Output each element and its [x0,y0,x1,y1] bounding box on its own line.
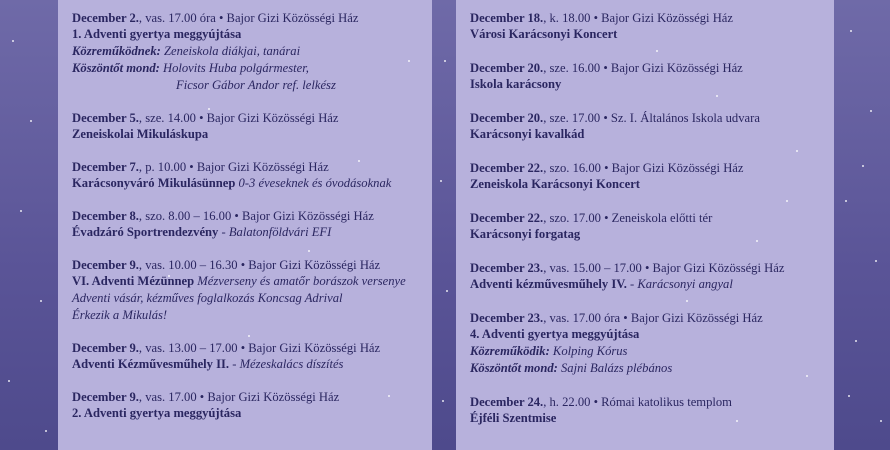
event-date: December 9. [72,258,139,272]
event-title: Éjféli Szentmise [470,411,557,425]
event-date: December 18. [470,11,544,25]
event-date: December 7. [72,160,139,174]
event-item [470,110,820,143]
event-title: 4. Adventi gyertya meggyújtása [470,327,640,341]
event-time-venue: , sze. 16.00 • Bajor Gizi Közösségi Ház [543,61,743,75]
event-item [470,394,820,427]
event-subtitle: - Mézeskalács díszítés [229,357,344,371]
event-date: December 20. [470,111,544,125]
event-title: Karácsonyi kavalkád [470,127,585,141]
role-value: Holovits Huba polgármester, [159,61,309,75]
event-time-venue: , sze. 14.00 • Bajor Gizi Közösségi Ház [138,111,339,125]
event-date: December 2. [72,11,139,25]
event-item [470,160,820,193]
event-item [470,10,820,43]
event-time-venue: , vas. 10.00 – 16.30 • Bajor Gizi Közösségi Ház [138,258,381,272]
event-time-venue: , vas. 15.00 – 17.00 • Bajor Gizi Közösségi Ház [543,261,785,275]
event-item [470,260,820,293]
event-item [72,110,418,143]
event-title: Városi Karácsonyi Koncert [470,27,618,41]
event-time-venue: , vas. 17.00 • Bajor Gizi Közösségi Ház [138,390,340,404]
event-note: Érkezik a Mikulás! [72,308,168,322]
event-time-venue: , h. 22.00 • Római katolikus templom [543,395,732,409]
event-time-venue: , vas. 13.00 – 17.00 • Bajor Gizi Közösségi Ház [138,341,381,355]
event-subtitle: Mézverseny és amatőr borászok versenye [194,274,406,288]
event-item [72,159,418,192]
role-label: Közreműködnek: [72,44,161,58]
event-item [72,389,418,422]
event-date: December 22. [470,161,544,175]
event-title: 1. Adventi gyertya meggyújtása [72,27,242,41]
event-title: Adventi kézművesműhely IV. [470,277,627,291]
event-time-venue: , szo. 8.00 – 16.00 • Bajor Gizi Közösségi Ház [138,209,374,223]
role-value: Zeneiskola diákjai, tanárai [160,44,301,58]
event-time-venue: , vas. 17.00 óra • Bajor Gizi Közösségi Ház [138,11,359,25]
event-date: December 8. [72,209,139,223]
event-date: December 23. [470,261,544,275]
event-item [470,310,820,377]
event-item [72,208,418,241]
event-title: Adventi Kézművesműhely II. [72,357,230,371]
event-note: Adventi vásár, kézműves foglalkozás Koncsag Adrival [72,291,343,305]
event-time-venue: , vas. 17.00 óra • Bajor Gizi Közösségi Ház [543,311,763,325]
role-value-extra: Ficsor Gábor Andor ref. lelkész [176,78,336,92]
role-label: Köszöntőt mond: [470,361,558,375]
event-title: 2. Adventi gyertya meggyújtása [72,406,242,420]
role-value: Sajni Balázs plébános [557,361,673,375]
program-column-left [58,0,432,450]
event-date: December 9. [72,390,139,404]
role-label: Köszöntőt mond: [72,61,160,75]
event-title: VI. Adventi Mézünnep [72,274,195,288]
event-time-venue: , p. 10.00 • Bajor Gizi Közösségi Ház [138,160,329,174]
event-date: December 24. [470,395,544,409]
event-item [470,210,820,243]
event-date: December 20. [470,61,544,75]
event-date: December 22. [470,211,544,225]
event-item [470,60,820,93]
role-value: Kolping Kórus [549,344,628,358]
role-label: Közreműködik: [470,344,550,358]
event-time-venue: , szo. 17.00 • Zeneiskola előtti tér [543,211,713,225]
event-subtitle: 0-3 éveseknek és óvodásoknak [235,176,392,190]
event-time-venue: , sze. 17.00 • Sz. I. Általános Iskola udvara [543,111,760,125]
event-title: Zeneiskolai Mikuláskupa [72,127,209,141]
event-item [72,257,418,324]
event-title: Karácsonyváró Mikulásünnep [72,176,236,190]
event-subtitle: - Balatonföldvári EFI [218,225,332,239]
event-item [72,10,418,94]
event-item [72,340,418,373]
event-date: December 9. [72,341,139,355]
event-date: December 23. [470,311,544,325]
event-title: Évadzáró Sportrendezvény [72,225,219,239]
event-title: Karácsonyi forgatag [470,227,581,241]
event-title: Zeneiskola Karácsonyi Koncert [470,177,641,191]
event-time-venue: , k. 18.00 • Bajor Gizi Közösségi Ház [543,11,733,25]
event-subtitle: - Karácsonyi angyal [626,277,733,291]
event-title: Iskola karácsony [470,77,562,91]
event-time-venue: , szo. 16.00 • Bajor Gizi Közösségi Ház [543,161,744,175]
program-column-right [456,0,834,450]
event-date: December 5. [72,111,139,125]
